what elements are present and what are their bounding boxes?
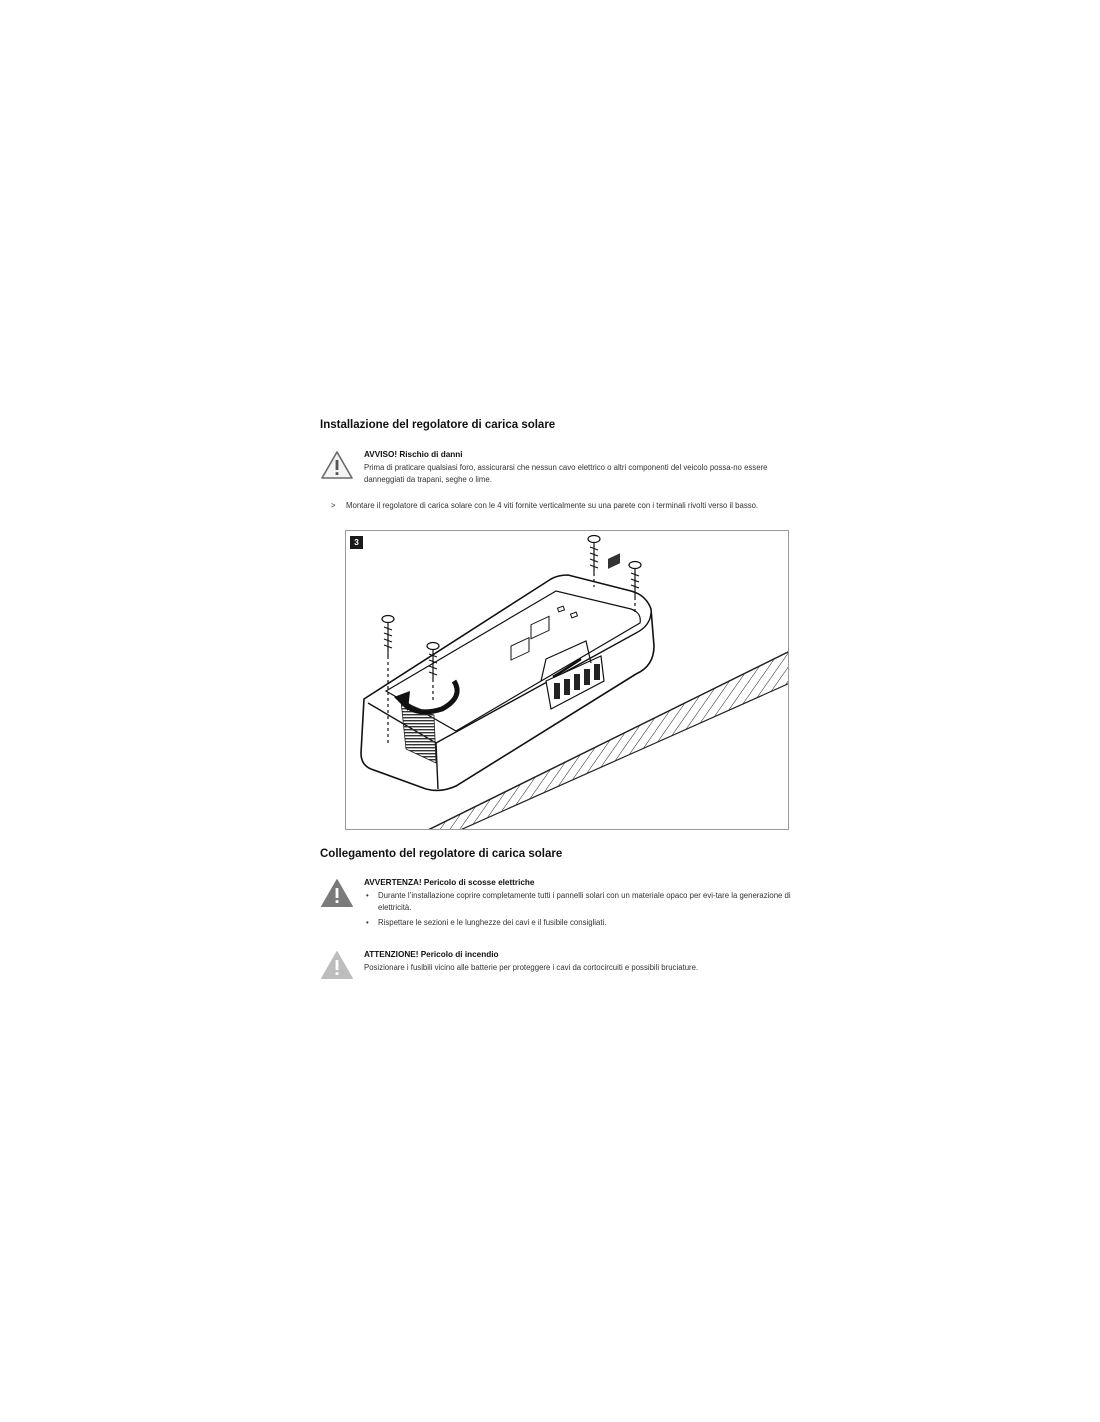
section-heading-connection: Collegamento del regolatore di carica solare [320,848,563,860]
notice-body: Prima di praticare qualsiasi foro, assicurarsi che nessun cavo elettrico o altri componenti del veicolo possa-no essere danneggiati da trapani, seghe o lime. [364,463,768,484]
warning-electric-shock [320,878,795,936]
warning-bullet-list [364,890,794,933]
caution-fire-risk [320,950,795,980]
list-item: • Rispettare le sezioni e le lunghezze dei cavi e il fusibile consigliati. [366,918,607,927]
figure-number: 3 [350,536,363,549]
controller-mounting-illustration [346,531,789,830]
warning-outline-icon [320,450,354,480]
notice-title: AVVISO! Rischio di danni [364,450,463,459]
section-heading-installation: Installazione del regolatore di carica solare [320,419,556,431]
warning-title: AVVERTENZA! Pericolo di scosse elettriche [364,878,535,887]
mounting-step [331,500,791,524]
mounting-figure [345,530,789,830]
screw [588,536,600,588]
step-text: Montare il regolatore di carica solare con le 4 viti fornite verticalmente su una parete con i terminali rivolti verso il basso. [346,501,759,510]
warning-filled-light-icon [320,950,354,980]
caution-title: ATTENZIONE! Pericolo di incendio [364,950,499,959]
notice-damage-risk [320,450,795,486]
warning-filled-dark-icon [320,878,354,908]
step-marker: > [331,501,336,510]
list-item: • Durante l’installazione coprire completamente tutti i pannelli solari con un materiale opaco per evi-tare la generazione di elettricità. [366,891,791,912]
caution-body: Posizionare i fusibili vicino alle batterie per proteggere i cavi da cortocircuiti e possibili bruciature. [364,963,699,972]
